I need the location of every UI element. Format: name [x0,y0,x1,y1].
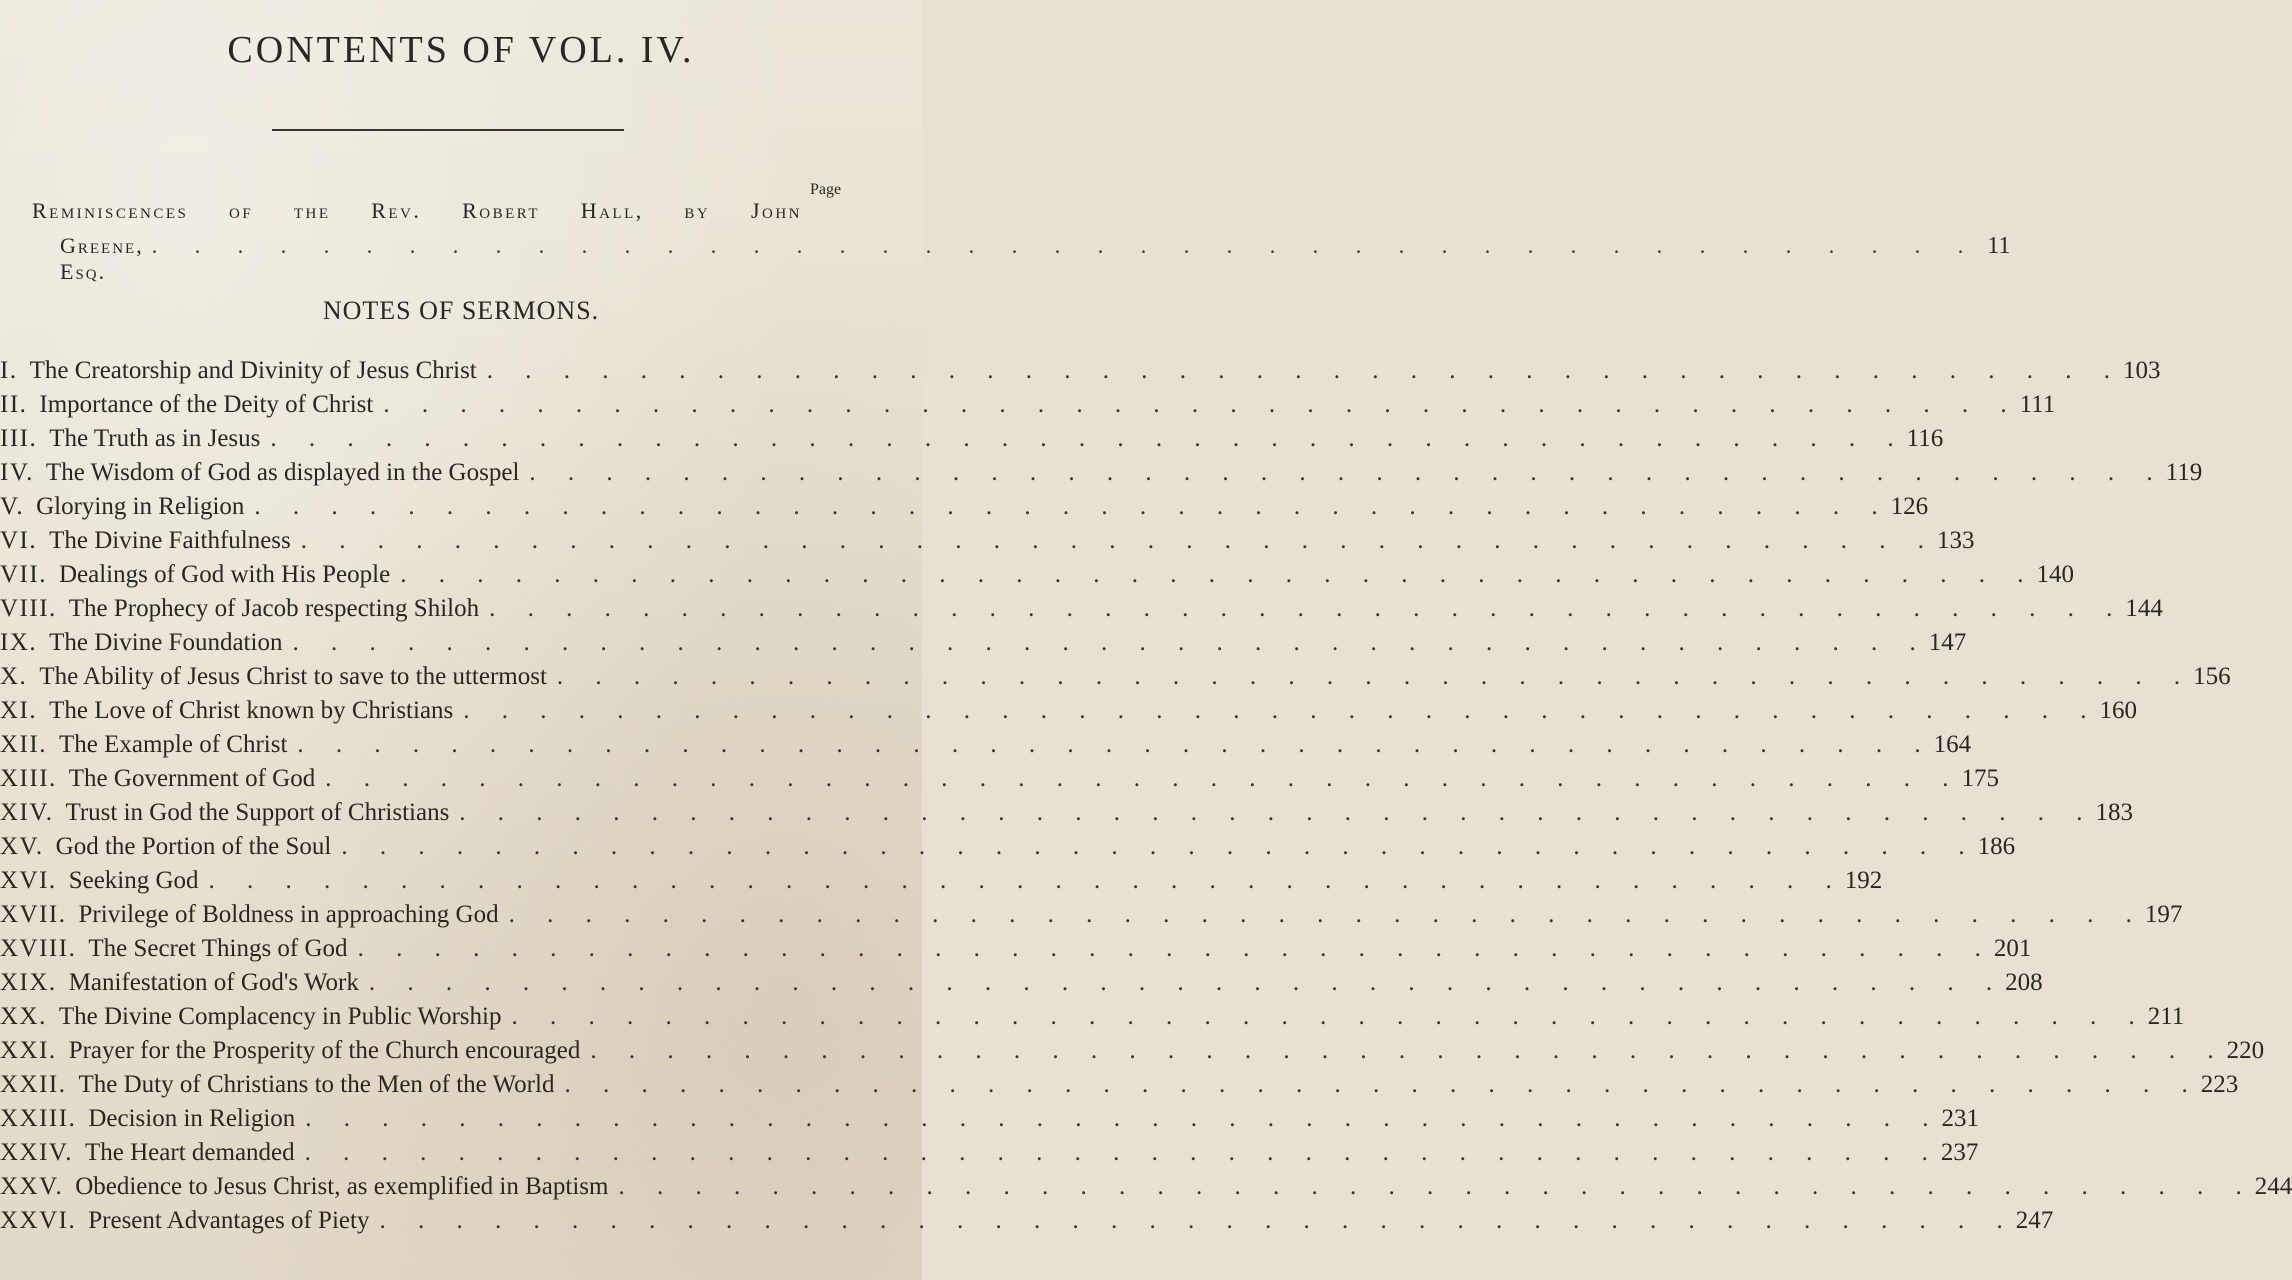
entry-title: The Ability of Jesus Christ to save to the uttermost [39,663,547,690]
contents-entry [0,1173,2292,1207]
entry-number: V. [0,493,25,520]
section-title: NOTES OF SERMONS. [322,296,600,325]
entry-number: XVI. [0,867,57,894]
dot-leader: . . . . . . . . . . . . . . . . . . . . . . . . . . . . . . . . . . . . . . . . . . . [341,833,1978,860]
entry-title: The Government of God [68,765,316,792]
contents-entry [0,1037,2265,1071]
entry-title: God the Portion of the Soul [55,833,332,860]
entry-title: Dealings of God with His People [58,561,391,588]
dot-leader: . . . . . . . . . . . . . . . . . . . . . . . . . . . . . . . . . . . . . . . . . . . [489,595,2126,622]
contents-entry [0,493,1929,527]
entry-number: VII. [0,561,47,588]
contents-entry [0,697,2138,731]
dot-leader: . . . . . . . . . . . . . . . . . . . . . . . . . . . . . . . . . . . . . . . . . . . [400,561,2037,588]
contents-entry [0,1207,2054,1241]
dot-leader: . . . . . . . . . . . . . . . . . . . . . . . . . . . . . . . . . . . . . . . . . . . [590,1037,2227,1064]
entry-number: VIII. [0,595,57,622]
dot-leader: . . . . . . . . . . . . . . . . . . . . . . . . . . . . . . . . . . . . . . . . . . . [325,765,1962,792]
dot-leader: . . . . . . . . . . . . . . . . . . . . . . . . . . . . . . . . . . . . . . . . . . . [508,901,2145,928]
entry-page: 111 [2019,391,2056,418]
entry-page: 116 [1906,425,1944,452]
dot-leader: . . . . . . . . . . . . . . . . . . . . . . . . . . . . . . . . . . . . . . . . . . . [208,867,1845,894]
contents-entry [0,901,2183,935]
entry-number: XXII. [0,1071,67,1098]
entry-title: Obedience to Jesus Christ, as exemplified in Baptism [75,1173,609,1200]
entry-page: 208 [2005,969,2043,996]
entry-title: Manifestation of God's Work [68,969,359,996]
entry-number: IX. [0,629,38,656]
entry-number: XXVI. [0,1207,77,1234]
title-rule [272,129,624,131]
entry-number: XXIII. [0,1105,77,1132]
contents-entry [0,527,1975,561]
entry-title: Trust in God the Support of Christians [65,799,450,826]
entry-page: 186 [1977,833,2016,860]
contents-entry [0,935,2032,969]
entry-title: The Divine Foundation [49,629,283,656]
contents-entry [0,1071,2239,1105]
contents-entry [0,969,2043,1003]
entry-number: III. [0,425,38,452]
entry-number: XXIV. [0,1139,74,1166]
entry-page: 119 [2165,459,2203,486]
dot-leader: . . . . . . . . . . . . . . . . . . . . . . . . . . . . . . . . . . . . . . . . . . . [292,629,1929,656]
entry-title: Present Advantages of Piety [88,1207,370,1234]
contents-entry [0,833,2016,867]
contents-entry [0,1003,2185,1037]
entry-title: The Heart demanded [85,1139,295,1166]
entry-title: The Divine Faithfulness [49,527,291,554]
entry-title: The Creatorship and Divinity of Jesus Christ [29,357,477,384]
contents-entry [0,867,1883,901]
entry-number: II. [0,391,28,418]
entry-page: 244 [2254,1173,2292,1200]
reminiscences-title-line1: Reminiscences of the Rev. Robert Hall, by John [32,198,802,223]
dot-leader: . . . . . . . . . . . . . . . . . . . . . . . . . . . . . . . . . . . . . . . . . . . [254,493,1891,520]
entry-page: 140 [2036,561,2074,588]
entry-title: Glorying in Religion [36,493,245,520]
entry-number: XIV. [0,799,54,826]
contents-entry [0,1139,1979,1173]
dot-leader: . . . . . . . . . . . . . . . . . . . . . . . . . . . . . . . . . . . . . . . . . . . [304,1139,1941,1166]
entry-number: XI. [0,697,38,724]
contents-entry [0,765,1999,799]
contents-entry [0,391,2056,425]
entry-number: VI. [0,527,38,554]
contents-entry [0,357,2161,391]
dot-leader: . . . . . . . . . . . . . . . . . . . . . . . . . . . . . . . . . . . . . . . . . . . [297,731,1934,758]
contents-entry [0,731,1972,765]
entry-title: The Love of Christ known by Christians [49,697,454,724]
entry-number: XX. [0,1003,47,1030]
entry-title: The Secret Things of God [88,935,348,962]
entry-number: XVIII. [0,935,77,962]
entry-page: 156 [2193,663,2231,690]
dot-leader: . . . . . . . . . . . . . . . . . . . . . . . . . . . . . . . . . . . . . . . . . . . [270,425,1907,452]
entry-title: Privilege of Boldness in approaching God [78,901,499,928]
entry-page: 220 [2226,1037,2265,1064]
contents-entry [0,425,1944,459]
entry-page: 223 [2200,1071,2239,1098]
entry-number: XXI. [0,1037,57,1064]
entry-title: The Example of Christ [58,731,288,758]
entry-title: Importance of the Deity of Christ [39,391,374,418]
entry-page: 192 [1844,867,1883,894]
dot-leader: . . . . . . . . . . . . . . . . . . . . . . . . . . . . . . . . . . . . . . . . . . . [511,1003,2148,1030]
dot-leader: . . . . . . . . . . . . . . . . . . . . . . . . . . . . . . . . . . . . . . . . . . . [556,663,2194,690]
contents-entry [0,799,2134,833]
entry-page: 201 [1993,935,2032,962]
entry-page: 126 [1890,493,1929,520]
dot-leader: . . . . . . . . . . . . . . . . . . . . . . . . . . . . . . . . . . . . . . . . . . . [529,459,2166,486]
reminiscences-page: 11 [1987,233,2011,259]
dot-leader: . . . . . . . . . . . . . . . . . . . . . . . . . . . . . . . . . . . . . . . . . . . [618,1173,2255,1200]
entry-number: XIII. [0,765,57,792]
entry-page: 103 [2123,357,2161,384]
entry-number: XII. [0,731,47,758]
dot-leader: . . . . . . . . . . . . . . . . . . . . . . . . . . . . . . . . . . . . . . . . . . . [383,391,2020,418]
dot-leader: . . . . . . . . . . . . . . . . . . . . . . . . . . . . . . . . . . . . . . . . . . . [564,1071,2201,1098]
entry-title: The Wisdom of God as displayed in the Gospel [45,459,520,486]
contents-entry [0,1105,1980,1139]
entry-number: IV. [0,459,34,486]
entry-page: 160 [2099,697,2138,724]
entry-title: The Duty of Christians to the Men of the World [78,1071,555,1098]
contents-entry [0,663,2231,697]
entry-page: 164 [1933,731,1972,758]
entry-page: 147 [1928,629,1967,656]
entry-title: Prayer for the Prosperity of the Church encouraged [68,1037,581,1064]
entry-title: The Divine Complacency in Public Worship [58,1003,502,1030]
dot-leader: . . . . . . . . . . . . . . . . . . . . . . . . . . . . . . . . . . . . . . . . . . . [463,697,2100,724]
entry-title: Seeking God [68,867,199,894]
contents-entry [0,561,2074,595]
entry-number: XIX. [0,969,57,996]
contents-entry [0,629,1967,663]
reminiscences-author: Greene, Esq. [60,233,144,284]
dot-leader: . . . . . . . . . . . . . . . . . . . . . . . . . . . . . . . . . . . . . . . . . . . [300,527,1938,554]
dot-leader: . . . . . . . . . . . . . . . . . . . . . . . . . . . . . . . . . . . . . . . . . . . [368,969,2006,996]
entry-title: The Prophecy of Jacob respecting Shiloh [68,595,480,622]
dot-leader: . . . . . . . . . . . . . . . . . . . . . . . . . . . . . . . . . . . . . . . . . . . [357,935,1994,962]
entry-page: 133 [1937,527,1975,554]
entry-page: 183 [2095,799,2134,826]
entry-number: X. [0,663,28,690]
entry-page: 211 [2147,1003,2185,1030]
entry-page: 144 [2125,595,2163,622]
entry-page: 247 [2015,1207,2054,1234]
entry-page: 197 [2144,901,2183,928]
dot-leader: . . . . . . . . . . . . . . . . . . . . . . . . . . . . . . . . . . . . . . . . . . . [151,233,1980,258]
page-column-heading: Page [810,181,842,198]
contents-entry [0,595,2163,629]
entry-title: Decision in Religion [88,1105,296,1132]
dot-leader: . . . . . . . . . . . . . . . . . . . . . . . . . . . . . . . . . . . . . . . . . . . [305,1105,1942,1132]
entry-title: The Truth as in Jesus [49,425,261,452]
dot-leader: . . . . . . . . . . . . . . . . . . . . . . . . . . . . . . . . . . . . . . . . . . . [459,799,2096,826]
contents-entry [0,459,2203,493]
dot-leader: . . . . . . . . . . . . . . . . . . . . . . . . . . . . . . . . . . . . . . . . . . . [486,357,2123,384]
entry-page: 175 [1961,765,1999,792]
dot-leader: . . . . . . . . . . . . . . . . . . . . . . . . . . . . . . . . . . . . . . . . . . . [379,1207,2016,1234]
entry-number: I. [0,357,18,384]
entry-page: 237 [1940,1139,1979,1166]
contents-list [0,357,2292,1241]
entry-page: 231 [1941,1105,1980,1132]
reminiscences-title-line2 [60,233,2011,285]
entry-number: XV. [0,833,44,860]
entry-number: XVII. [0,901,67,928]
page-title: CONTENTS OF VOL. IV. [227,29,695,71]
entry-number: XXV. [0,1173,64,1200]
